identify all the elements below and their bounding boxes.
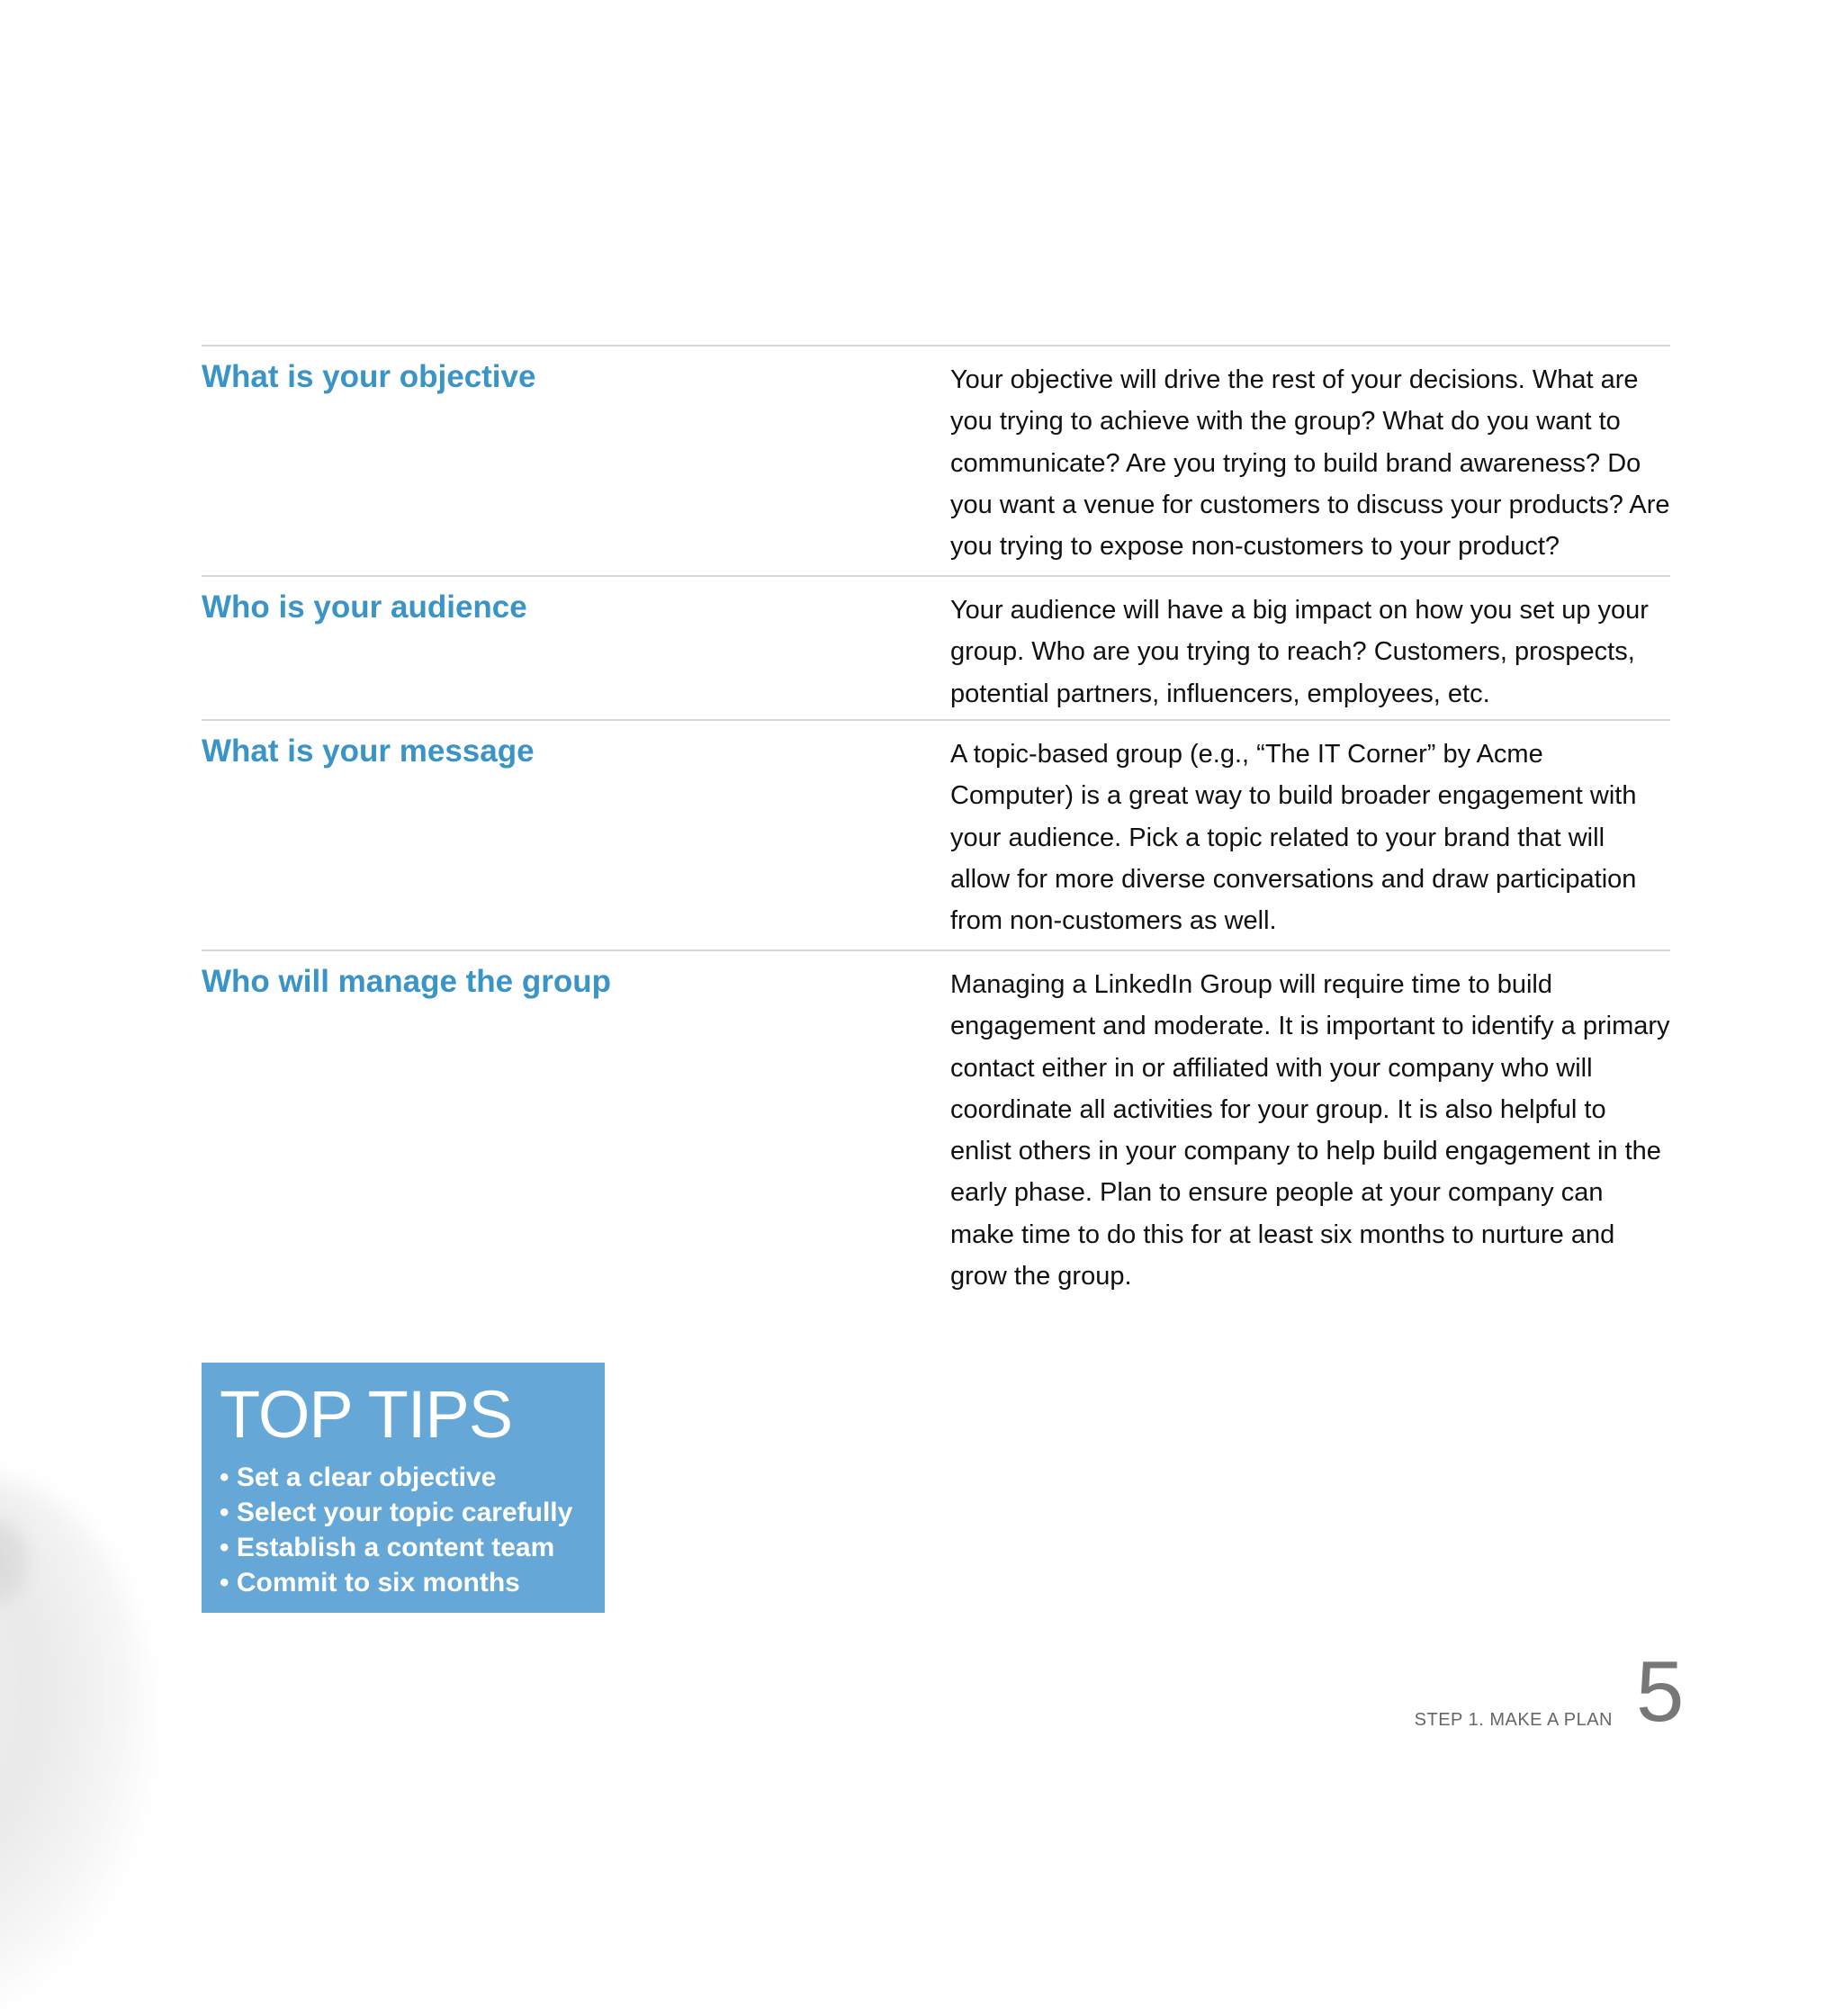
question-row-objective [202, 345, 1670, 575]
question-heading: Who is your audience [202, 590, 527, 625]
answer-text: Your audience will have a big impact on how you set up your group. Who are you trying to reach? Customers, prospects, potential partners, influencers, employees, etc. [950, 596, 1649, 708]
tip-item: • Commit to six months [220, 1568, 520, 1598]
question-heading: What is your message [202, 734, 535, 769]
top-tips-box [202, 1363, 605, 1613]
tip-item: • Select your topic carefully [220, 1498, 573, 1527]
page-number: 5 [1636, 1643, 1685, 1740]
answer-text: Your objective will drive the rest of your decisions. What are you trying to achieve with the group? What do you want to communicate? Are you trying to build brand awareness? Do you want a venue for customers to discuss your products? Are you trying to expose non-customers to your product? [950, 365, 1670, 562]
planning-questions-table [202, 345, 1670, 1304]
top-tips-list [220, 1460, 587, 1600]
tip-item: • Set a clear objective [220, 1462, 497, 1492]
answer-text: Managing a LinkedIn Group will require time to build engagement and moderate. It is important to identify a primary contact either in or affiliated with your company who will coordinate all activities for your group. It is also helpful to enlist others in your company to help build engagement in the early phase. Plan to ensure people at your company can make time to do this for at least six months to nurture and grow the group. [950, 970, 1670, 1292]
section-label: STEP 1. MAKE A PLAN [1414, 1710, 1613, 1730]
answer-text: A topic-based group (e.g., “The IT Corner” by Acme Computer) is a great way to build broader engagement with your audience. Pick a topic related to your brand that will allow for more diverse conversations and draw participation from non-customers as well. [950, 740, 1637, 936]
question-row-manager [202, 950, 1670, 1304]
question-row-audience [202, 575, 1670, 719]
tip-item: • Establish a content team [220, 1533, 555, 1562]
question-heading: What is your objective [202, 359, 536, 394]
question-heading: Who will manage the group [202, 964, 611, 999]
question-row-message [202, 719, 1670, 950]
top-tips-title: TOP TIPS [220, 1377, 513, 1452]
